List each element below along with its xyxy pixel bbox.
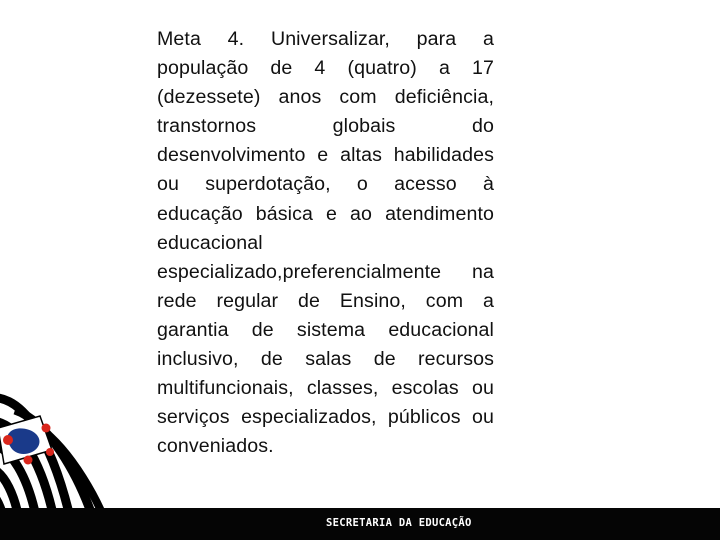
body-line: do desenvolvimento e altas: [157, 115, 494, 167]
body-line: educacional inclusivo, de salas: [157, 318, 494, 371]
body-line: classes, escolas ou serviços: [157, 377, 495, 429]
body-line: Meta 4. Universalizar, para a: [157, 28, 494, 50]
body-line: de recursos multifuncionais,: [157, 348, 494, 400]
slide-body-text: [157, 25, 494, 461]
body-line: habilidades ou superdotação, o: [157, 144, 495, 196]
body-line: conveniados.: [157, 435, 274, 458]
footer-label: SECRETARIA DA EDUCAÇÃO: [326, 517, 472, 529]
body-line: a garantia de sistema: [157, 289, 494, 341]
body-line: na rede regular de Ensino, com: [157, 260, 494, 312]
body-line: atendimento educacional: [157, 202, 495, 254]
body-line: especializados, públicos ou: [241, 406, 494, 429]
body-line: deficiência, transtornos globais: [157, 86, 494, 138]
body-line: especializado,preferencialmente: [157, 260, 442, 283]
body-line: acesso à educação básica e ao: [157, 173, 494, 225]
body-line: população de 4 (quatro) a 17: [157, 57, 494, 80]
body-line: (dezessete) anos com: [157, 86, 377, 109]
